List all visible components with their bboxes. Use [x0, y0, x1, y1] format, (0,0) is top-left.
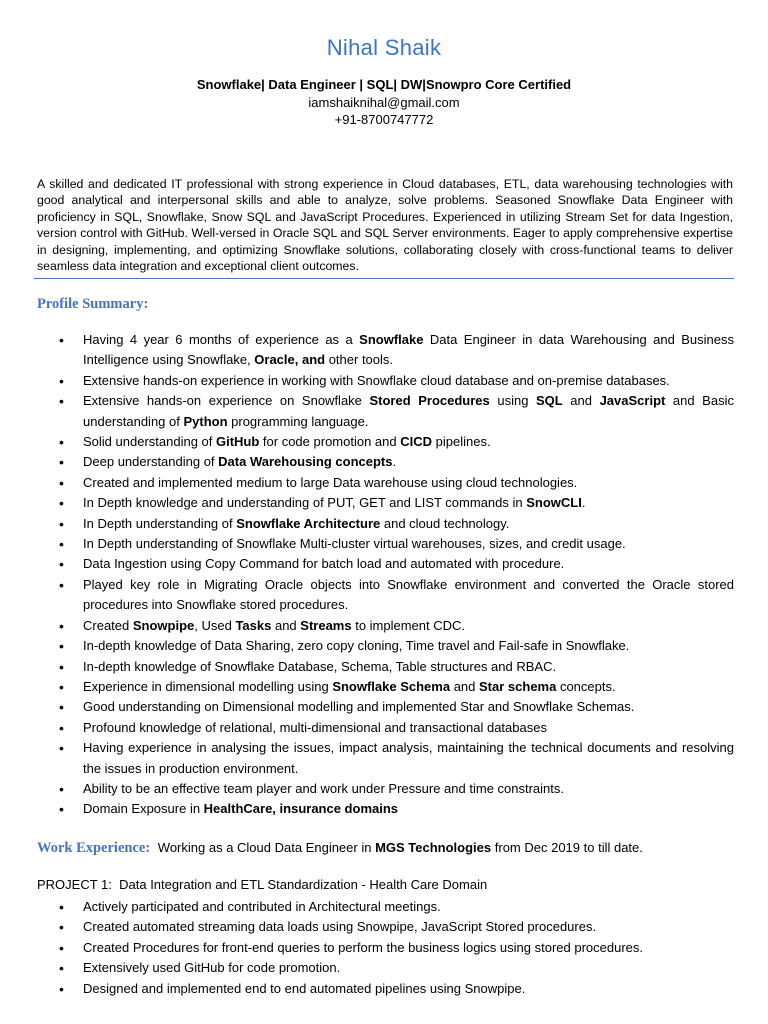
- list-item: [62, 514, 734, 534]
- item-text: GitHub: [215, 434, 260, 450]
- work-prefix: Working as a Cloud Data Engineer in: [157, 840, 376, 855]
- item-text: and: [271, 617, 301, 633]
- item-text: Having 4 year 6 months of experience as a: [83, 332, 360, 347]
- item-text: In Depth understanding of Snowflake Multi-cluster virtual warehouses, sizes, and credit usage.: [83, 536, 626, 552]
- item-text: Data Engineer in data Warehousing and Business Intelligence using Snowflake,: [83, 332, 734, 368]
- item-text: SQL: [536, 393, 563, 409]
- work-suffix: from Dec 2019 to till date.: [491, 840, 643, 855]
- item-text: Created automated streaming data loads using Snowpipe, JavaScript Stored procedures.: [83, 919, 597, 935]
- list-item: [62, 917, 734, 937]
- item-text: Good understanding on Dimensional modelling and implemented Star and Snowflake Schemas.: [83, 699, 635, 715]
- list-item: [62, 575, 734, 616]
- item-text: Extensive hands-on experience on Snowflake: [83, 393, 370, 409]
- list-item: [62, 432, 734, 452]
- item-text: Snowflake: [359, 332, 424, 347]
- profile-summary-list: [62, 330, 734, 820]
- list-item: [62, 657, 734, 677]
- item-text: In Depth understanding of: [83, 515, 237, 531]
- item-text: and Basic understanding of: [83, 393, 734, 429]
- list-item: [62, 779, 734, 799]
- item-text: HealthCare, insurance domains: [203, 801, 399, 817]
- item-text: Tasks: [235, 617, 272, 633]
- item-text: , Used: [194, 617, 236, 633]
- item-text: Domain Exposure in: [83, 801, 204, 817]
- item-text: Extensive hands-on experience in working with Snowflake cloud database and on-premise databases.: [83, 372, 670, 388]
- item-text: other tools.: [325, 352, 394, 368]
- list-item: [62, 799, 734, 819]
- project-title: Data Integration and ETL Standardization - Health Care Domain: [119, 877, 488, 892]
- email: iamshaiknihal@gmail.com: [308, 95, 460, 110]
- company-name: MGS Technologies: [375, 840, 492, 855]
- item-text: Streams: [300, 617, 352, 633]
- profile-summary-heading: Profile Summary:: [37, 296, 149, 312]
- list-item: [62, 493, 734, 513]
- item-text: and: [450, 678, 480, 694]
- work-experience-heading: Work Experience:: [37, 840, 151, 856]
- divider: [34, 278, 734, 279]
- list-item: [62, 371, 734, 391]
- list-item: [62, 897, 734, 917]
- list-item: [62, 677, 734, 697]
- list-item: [62, 938, 734, 958]
- item-text: Experience in dimensional modelling using: [83, 678, 333, 694]
- list-item: [62, 330, 734, 371]
- item-text: Deep understanding of: [83, 454, 219, 470]
- item-text: Data Warehousing concepts: [218, 454, 393, 470]
- work-experience-line: [37, 840, 737, 857]
- item-text: programming language.: [227, 413, 369, 429]
- item-text: Solid understanding of: [83, 434, 216, 450]
- list-item: [62, 979, 734, 999]
- list-item: [62, 616, 734, 636]
- item-text: .: [581, 495, 586, 511]
- item-text: Actively participated and contributed in Architectural meetings.: [83, 899, 441, 914]
- item-text: and cloud technology.: [380, 515, 510, 531]
- candidate-name: Nihal Shaik: [326, 35, 442, 60]
- item-text: Data Ingestion using Copy Command for batch load and automated with procedure.: [83, 556, 565, 572]
- item-text: Having experience in analysing the issues, impact analysis, maintaining the technical documents and resolving the issues in production environment.: [83, 740, 734, 776]
- list-item: [62, 452, 734, 472]
- list-item: [62, 738, 734, 779]
- list-item: [62, 391, 734, 432]
- item-text: Created Procedures for front-end queries to perform the business logics using stored procedures.: [83, 939, 644, 955]
- item-text: SnowCLI: [526, 495, 582, 511]
- headline: Snowflake| Data Engineer | SQL| DW|Snowpro Core Certified: [196, 77, 572, 92]
- list-item: [62, 958, 734, 978]
- item-text: Ability to be an effective team player and work under Pressure and time constraints.: [83, 780, 565, 796]
- list-item: [62, 473, 734, 493]
- item-text: Profound knowledge of relational, multi-dimensional and transactional databases: [83, 719, 547, 735]
- item-text: In-depth knowledge of Data Sharing, zero copy cloning, Time travel and Fail-safe in Snowflake.: [83, 638, 630, 654]
- item-text: concepts.: [556, 678, 616, 694]
- item-text: Played key role in Migrating Oracle objects into Snowflake environment and converted the Oracle stored procedures into Snowflake stored procedures.: [83, 576, 734, 613]
- list-item: [62, 697, 734, 717]
- item-text: pipelines.: [432, 434, 491, 450]
- item-text: Oracle, and: [254, 352, 326, 368]
- list-item: [62, 636, 734, 656]
- list-item: [62, 534, 734, 554]
- item-text: Extensively used GitHub for code promotion.: [83, 960, 341, 976]
- item-text: for code promotion and: [259, 434, 401, 450]
- item-text: Stored Procedures: [369, 393, 490, 409]
- item-text: and: [562, 393, 600, 409]
- phone: +91-8700747772: [334, 112, 434, 127]
- project-label: PROJECT 1:: [37, 877, 112, 892]
- item-text: to implement CDC.: [351, 617, 466, 633]
- item-text: Snowpipe: [132, 617, 195, 633]
- item-text: Created: [83, 617, 133, 633]
- summary-paragraph: A skilled and dedicated IT professional with strong experience in Cloud databases, ETL, data warehousing technologies with good analytical and interpersonal skills and able to analyze, solve problems. Seasoned Snowflake Data Engineer with proficiency in SQL, Snowflake, Snow SQL and JavaScript Procedures. Experienced in utilizing Stream Set for data Ingestion, version control with GitHub. Well-versed in Oracle SQL and SQL Server environments. Eager to apply comprehensive expertise in designing, implementing, and optimizing Snowflake solutions, collaborating closely with cross-functional teams to deliver seamless data integration and exceptional client outcomes.: [37, 177, 733, 274]
- item-text: In Depth knowledge and understanding of PUT, GET and LIST commands in: [83, 495, 527, 511]
- item-text: Created and implemented medium to large Data warehouse using cloud technologies.: [83, 474, 578, 490]
- item-text: In-depth knowledge of Snowflake Database, Schema, Table structures and RBAC.: [83, 658, 557, 674]
- project-list: [62, 897, 734, 999]
- item-text: CICD: [400, 434, 433, 450]
- item-text: Star schema: [479, 678, 557, 694]
- item-text: using: [489, 393, 536, 409]
- project-heading: [37, 877, 487, 892]
- item-text: JavaScript: [599, 393, 666, 409]
- list-item: [62, 554, 734, 574]
- item-text: .: [392, 454, 397, 470]
- item-text: Python: [183, 413, 228, 429]
- item-text: Snowflake Architecture: [236, 515, 381, 531]
- list-item: [62, 718, 734, 738]
- item-text: Snowflake Schema: [332, 678, 451, 694]
- item-text: Designed and implemented end to end automated pipelines using Snowpipe.: [83, 980, 526, 996]
